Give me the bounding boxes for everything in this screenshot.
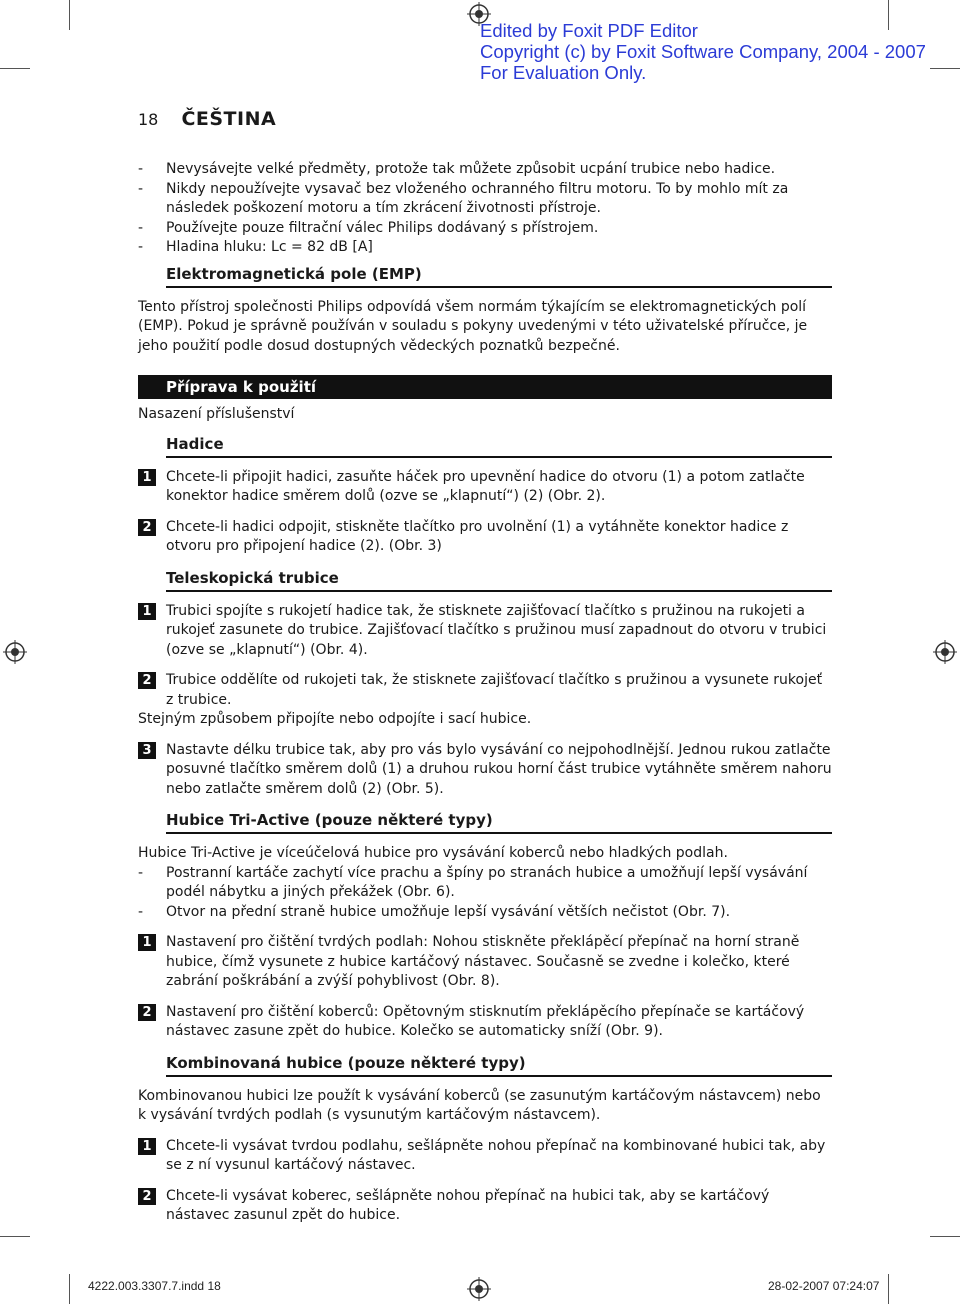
step-number: 3	[138, 742, 156, 759]
list-item: - Nevysávejte velké předměty, protože tak můžete způsobit ucpání trubice nebo hadice.	[138, 161, 776, 177]
section-subtitle: Nasazení příslušenství	[138, 406, 295, 422]
step-number: 2	[138, 1188, 156, 1205]
evaluation-watermark	[480, 20, 926, 83]
emp-paragraph: Tento přístroj společnosti Philips odpovídá všem normám týkajícím se elektromagnetických polí (EMP). Pokud je správně používán v souladu s pokyny uvedenými v této uživatelské příručce, je jeho použití podle dosud dostupných vědeckých poznatků bezpečné.	[138, 298, 808, 354]
step-item: 2 Nastavení pro čištění koberců: Opětovným stisknutím překlápěcího přepínače se kartáčový nástavec zasune zpět do hubice. Kolečko se automaticky sníží (Obr. 9).	[138, 1003, 832, 1042]
step-number: 2	[138, 672, 156, 689]
crop-mark	[0, 68, 30, 69]
crop-mark	[888, 1274, 889, 1304]
triactive-intro: Hubice Tri-Active je víceúčelová hubice pro vysávání koberců nebo hladkých podlah.	[138, 845, 728, 861]
step-number: 1	[138, 469, 156, 486]
warning-list	[138, 160, 832, 258]
combo-heading: Kombinovaná hubice (pouze některé typy)	[166, 1053, 832, 1077]
step-item: 1 Chcete-li připojit hadici, zasuňte háček pro upevnění hadice do otvoru (1) a potom zatlačte konektor hadice směrem dolů (ozve se „klapnutí“) (2) (Obr. 2).	[138, 468, 832, 507]
hose-heading: Hadice	[166, 434, 832, 458]
step-number: 2	[138, 519, 156, 536]
watermark-line: Copyright (c) by Foxit Software Company, 2004 - 2007	[480, 41, 926, 62]
section-heading-preparation: Příprava k použití	[138, 375, 832, 399]
triactive-list	[138, 864, 832, 923]
tube-heading: Teleskopická trubice	[166, 568, 832, 592]
step-item: 1 Nastavení pro čištění tvrdých podlah: Nohou stiskněte překlápěcí přepínač na horní straně hubice, čímž vysunete z hubice kartáčový nástavec. Současně se zvedne i kolečko, které zabrání poškrábání a zvýší pohyblivost (Obr. 8).	[138, 933, 832, 992]
step-item: 1 Chcete-li vysávat tvrdou podlahu, sešlápněte nohou přepínač na kombinované hubici tak, aby se z ní vysunul kartáčový nástavec.	[138, 1137, 832, 1176]
footer-filename: 4222.003.3307.7.indd 18	[88, 1279, 221, 1293]
page-number: 18	[138, 109, 159, 129]
crop-mark	[0, 1236, 30, 1237]
step-number: 1	[138, 603, 156, 620]
crop-mark	[930, 1236, 960, 1237]
page-title: ČEŠTINA	[181, 108, 277, 130]
list-item: - Používejte pouze filtrační válec Philips dodávaný s přístrojem.	[138, 219, 599, 236]
list-item: - Postranní kartáče zachytí více prachu a špíny po stranách hubice a umožňují lepší vysávání podél nábytku a jiných překážek (Obr. 6).	[138, 864, 808, 900]
step-item: 2 Trubice oddělíte od rukojeti tak, že stisknete zajišťovací tlačítko s pružinou a vysunete rukojeť z trubice.	[138, 671, 832, 710]
crop-mark	[69, 0, 70, 30]
list-item: - Nikdy nepoužívejte vysavač bez vloženého ochranného filtru motoru. To by mohlo mít za následek poškození motoru a tím zkrácení životnosti přístroje.	[138, 180, 789, 216]
document-body	[138, 160, 832, 1237]
crop-mark	[69, 1274, 70, 1304]
step-number: 1	[138, 934, 156, 951]
note-text: Stejným způsobem připojíte nebo odpojíte i sací hubice.	[138, 711, 532, 727]
watermark-line: For Evaluation Only.	[480, 62, 647, 83]
emp-heading: Elektromagnetická pole (EMP)	[166, 264, 832, 288]
step-item: 2 Chcete-li vysávat koberec, sešlápněte nohou přepínač na hubici tak, aby se kartáčový nástavec zasunul zpět do hubice.	[138, 1187, 832, 1226]
step-item: 2 Chcete-li hadici odpojit, stiskněte tlačítko pro uvolnění (1) a vytáhněte konektor hadice z otvoru pro připojení hadice (2). (Obr. 3)	[138, 518, 832, 557]
page-header	[138, 108, 276, 130]
list-item: - Hladina hluku: Lc = 82 dB [A]	[138, 239, 373, 255]
step-number: 2	[138, 1004, 156, 1021]
combo-intro: Kombinovanou hubici lze použít k vysávání koberců (se zasunutým kartáčovým nástavcem) nebo k vysávání tvrdých podlah (s vysunutým kartáčovým nástavcem).	[138, 1087, 821, 1123]
crop-mark	[930, 68, 960, 69]
step-item: 3 Nastavte délku trubice tak, aby pro vás bylo vysávání co nejpohodlnější. Jednou rukou zatlačte posuvné tlačítko směrem dolů (1) a druhou rukou horní část trubice vytáhněte směrem nahoru nebo zatlačte směrem dolů (2) (Obr. 5).	[138, 741, 832, 800]
step-item: 1 Trubici spojíte s rukojetí hadice tak, že stisknete zajišťovací tlačítko s pružinou na rukojeti a rukojeť zasunete do trubice. Zajišťovací tlačítko s pružinou musí zapadnout do otvoru v trubici (ozve se „klapnutí“) (Obr. 4).	[138, 602, 832, 661]
watermark-line: Edited by Foxit PDF Editor	[480, 20, 698, 41]
registration-mark-icon	[933, 640, 957, 664]
triactive-heading: Hubice Tri-Active (pouze některé typy)	[166, 810, 832, 834]
registration-mark-icon	[467, 1277, 491, 1301]
step-number: 1	[138, 1138, 156, 1155]
footer-timestamp: 28-02-2007 07:24:07	[768, 1279, 880, 1293]
list-item: - Otvor na přední straně hubice umožňuje lepší vysávání větších nečistot (Obr. 7).	[138, 903, 731, 920]
registration-mark-icon	[3, 640, 27, 664]
